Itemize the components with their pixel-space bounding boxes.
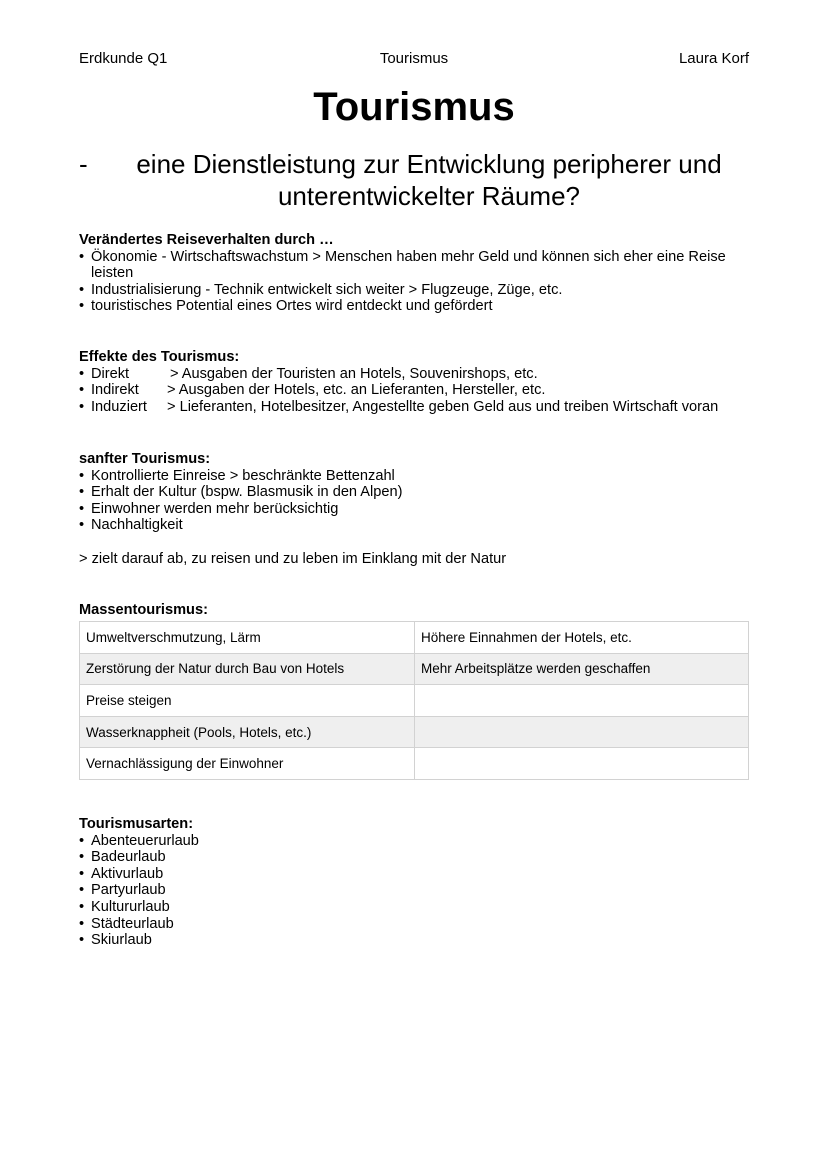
effect-key: Induziert [91,398,147,415]
section-title: sanfter Tourismus: [79,451,211,467]
section-effekte [79,349,759,415]
section-title: Tourismusarten: [79,816,194,832]
list-item [79,382,759,399]
section-massentourismus-title [79,602,759,619]
table-row [80,748,749,780]
list-item: • Erhalt der Kultur (bspw. Blasmusik in den Alpen) [79,484,759,501]
table-cell: Umweltverschmutzung, Lärm [80,622,415,654]
page-title: Tourismus [313,85,515,129]
bullet-list [79,249,759,315]
section-title: Verändertes Reiseverhalten durch … [79,232,334,248]
section-title: Massentourismus: [79,602,208,618]
table-row [80,716,749,748]
section-note: > zielt darauf ab, zu reisen und zu leben im Einklang mit der Natur [79,550,507,567]
subtitle-dash: - [79,149,88,179]
section-title: Effekte des Tourismus: [79,349,240,365]
bullet-list [79,468,759,534]
list-item [79,366,759,383]
table-cell: Höhere Einnahmen der Hotels, etc. [415,622,749,654]
table-cell: Preise steigen [80,685,415,717]
list-item: • Aktivurlaub [79,866,759,883]
header-course: Erdkunde Q1 [79,50,168,67]
bullet-list [79,366,759,416]
subtitle-line-2: unterentwickelter Räume? [277,181,581,211]
list-item: • Industrialisierung - Technik entwickelt sich weiter > Flugzeuge, Züge, etc. [79,282,759,299]
subtitle-line-1: eine Dienstleistung zur Entwicklung peripherer und [136,149,722,179]
header-topic: Tourismus [379,50,449,67]
list-item [79,399,759,416]
effect-key: Indirekt [91,382,139,399]
table-cell [415,716,749,748]
effect-text: > Ausgaben der Touristen an Hotels, Souvenirshops, etc. [170,365,538,382]
section-tourismusarten [79,816,759,949]
subtitle [79,148,749,212]
massentourismus-table [79,621,749,780]
section-sanfter-tourismus [79,451,759,568]
table-cell: Mehr Arbeitsplätze werden geschaffen [415,653,749,685]
list-item: • Skiurlaub [79,932,759,949]
table-cell: Zerstörung der Natur durch Bau von Hotels [80,653,415,685]
table-cell [415,748,749,780]
effect-text: > Ausgaben der Hotels, etc. an Lieferanten, Hersteller, etc. [167,382,546,399]
table-cell: Vernachlässigung der Einwohner [80,748,415,780]
list-item: • touristisches Potential eines Ortes wird entdeckt und gefördert [79,298,759,315]
list-item: • Nachhaltigkeit [79,517,759,534]
list-item: • Partyurlaub [79,882,759,899]
table-row [80,653,749,685]
table-row [80,622,749,654]
list-item: • Kontrollierte Einreise > beschränkte Bettenzahl [79,468,759,485]
list-item: • Kultururlaub [79,899,759,916]
list-item: • Badeurlaub [79,849,759,866]
section-reiseverhalten [79,232,759,315]
list-item: • Abenteuerurlaub [79,833,759,850]
header-author: Laura Korf [678,50,749,67]
bullet-list [79,833,759,949]
table-row [80,685,749,717]
table-cell [415,685,749,717]
list-item: • Ökonomie - Wirtschaftswachstum > Menschen haben mehr Geld und können sich eher eine Reise leisten [79,249,759,282]
effect-key: Direkt [91,365,130,382]
table-cell: Wasserknappheit (Pools, Hotels, etc.) [80,716,415,748]
list-item: • Städteurlaub [79,916,759,933]
effect-text: > Lieferanten, Hotelbesitzer, Angestellte geben Geld aus und treiben Wirtschaft voran [167,398,719,415]
list-item: • Einwohner werden mehr berücksichtig [79,501,759,518]
